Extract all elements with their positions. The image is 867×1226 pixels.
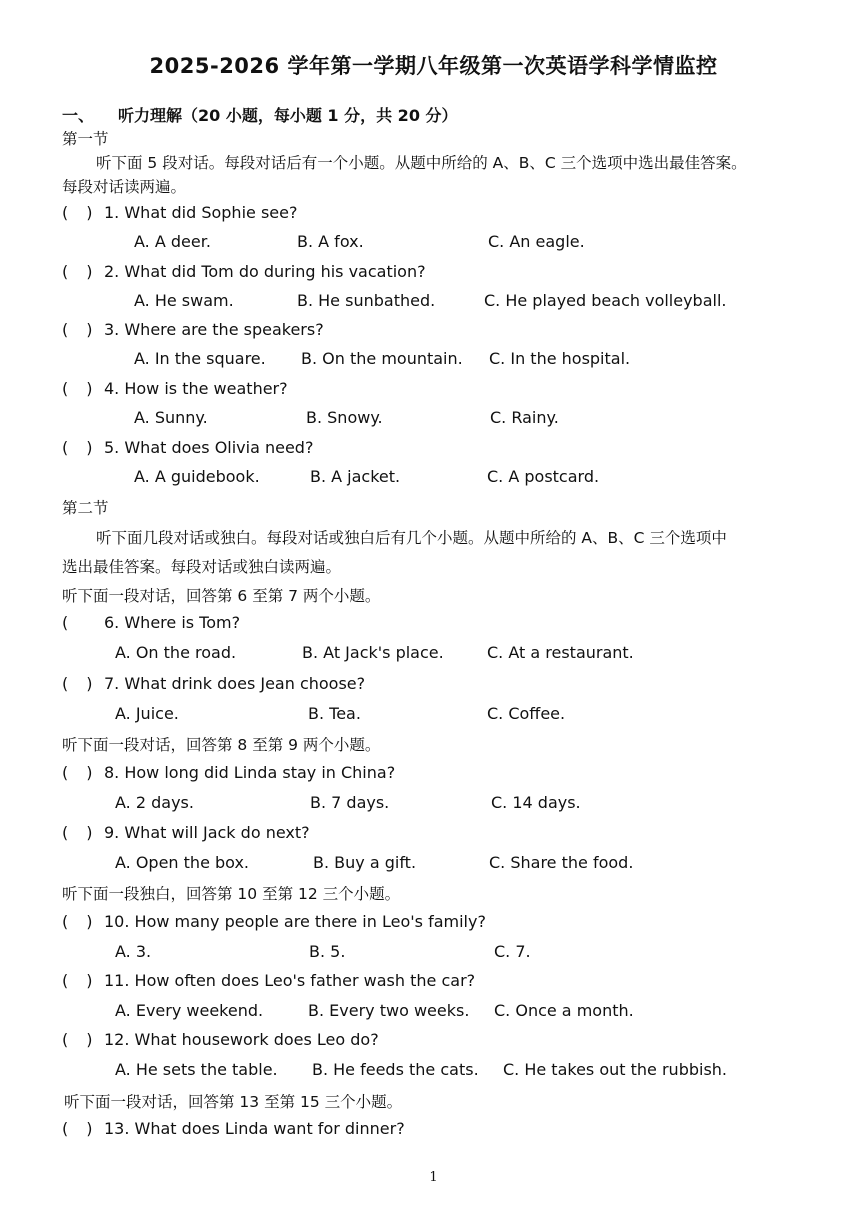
option-b: B. Snowy. — [306, 408, 383, 427]
question-stem: ( ) 4. How is the weather? — [62, 379, 288, 398]
option-a: A. 2 days. — [115, 793, 194, 812]
group-note: 听下面一段独白，回答第 10 至第 12 三个小题。 — [62, 885, 401, 903]
option-b: B. He sunbathed. — [297, 291, 436, 310]
option-c: C. He played beach volleyball. — [484, 291, 727, 310]
option-a: A. In the square. — [134, 349, 266, 368]
option-a: A. Open the box. — [115, 853, 250, 872]
answer-blank[interactable]: ( ) — [62, 763, 93, 782]
option-b: B. At Jack's place. — [302, 643, 444, 662]
option-c: C. He takes out the rubbish. — [503, 1060, 728, 1079]
part-instruction: 听下面 5 段对话。每段对话后有一个小题。从题中所给的 A、B、C 三个选项中选出最佳答案。 — [96, 154, 747, 172]
option-a: A. He sets the table. — [115, 1060, 278, 1079]
answer-blank[interactable]: ( — [62, 613, 69, 632]
section-title: 听力理解（20 小题，每小题 1 分，共 20 分） — [118, 106, 458, 125]
answer-blank[interactable]: ( ) — [62, 438, 93, 457]
option-b: B. Every two weeks. — [308, 1001, 470, 1020]
option-b: B. A jacket. — [310, 467, 401, 486]
question-stem: ( ) 13. What does Linda want for dinner? — [62, 1119, 405, 1138]
group-note: 听下面一段对话，回答第 6 至第 7 两个小题。 — [62, 587, 381, 605]
option-c: C. A postcard. — [487, 467, 600, 486]
question-stem: ( 6. Where is Tom? — [62, 613, 241, 632]
option-a: A. Sunny. — [134, 408, 208, 427]
answer-blank[interactable]: ( ) — [62, 912, 93, 931]
group-note: 听下面一段对话，回答第 13 至第 15 三个小题。 — [64, 1093, 403, 1111]
option-c: C. Share the food. — [489, 853, 634, 872]
option-a: A. 3. — [115, 942, 152, 961]
answer-blank[interactable]: ( ) — [62, 823, 93, 842]
part-label: 第二节 — [62, 499, 109, 517]
group-note: 听下面一段对话，回答第 8 至第 9 两个小题。 — [62, 736, 381, 754]
question-stem: ( ) 10. How many people are there in Leo's family? — [62, 912, 486, 931]
option-c: C. Coffee. — [487, 704, 566, 723]
option-a: A. He swam. — [134, 291, 234, 310]
question-stem: ( ) 5. What does Olivia need? — [62, 438, 314, 457]
answer-blank[interactable]: ( ) — [62, 203, 93, 222]
option-b: B. Tea. — [308, 704, 361, 723]
option-c: C. In the hospital. — [489, 349, 631, 368]
question-stem: ( ) 11. How often does Leo's father wash the car? — [62, 971, 476, 990]
option-c: C. 14 days. — [491, 793, 581, 812]
question-stem: ( ) 9. What will Jack do next? — [62, 823, 310, 842]
option-b: B. Buy a gift. — [313, 853, 417, 872]
answer-blank[interactable]: ( ) — [62, 674, 93, 693]
part-instruction: 选出最佳答案。每段对话或独白读两遍。 — [62, 558, 342, 576]
part-instruction: 听下面几段对话或独白。每段对话或独白后有几个小题。从题中所给的 A、B、C 三个选项中 — [96, 529, 727, 547]
option-c: C. At a restaurant. — [487, 643, 634, 662]
question-stem: ( ) 2. What did Tom do during his vacation? — [62, 262, 426, 281]
option-b: B. 7 days. — [310, 793, 390, 812]
answer-blank[interactable]: ( ) — [62, 971, 93, 990]
answer-blank[interactable]: ( ) — [62, 1119, 93, 1138]
option-b: B. He feeds the cats. — [312, 1060, 479, 1079]
question-stem: ( ) 8. How long did Linda stay in China? — [62, 763, 396, 782]
answer-blank[interactable]: ( ) — [62, 262, 93, 281]
answer-blank[interactable]: ( ) — [62, 379, 93, 398]
option-c: C. 7. — [494, 942, 531, 961]
page-number: 1 — [429, 1170, 438, 1185]
question-stem: ( ) 7. What drink does Jean choose? — [62, 674, 366, 693]
part-label: 第一节 — [62, 130, 109, 148]
question-stem: ( ) 3. Where are the speakers? — [62, 320, 324, 339]
option-b: B. A fox. — [297, 232, 364, 251]
question-stem: ( ) 1. What did Sophie see? — [62, 203, 298, 222]
answer-blank[interactable]: ( ) — [62, 1030, 93, 1049]
section-number: 一、 — [62, 106, 95, 125]
option-a: A. A deer. — [134, 232, 211, 251]
section-heading — [62, 103, 458, 126]
option-a: A. Every weekend. — [115, 1001, 264, 1020]
answer-blank[interactable]: ( ) — [62, 320, 93, 339]
option-a: A. A guidebook. — [134, 467, 260, 486]
option-c: C. Once a month. — [494, 1001, 634, 1020]
page-title: 2025-2026 学年第一学期八年级第一次英语学科学情监控 — [149, 54, 718, 78]
option-a: A. On the road. — [115, 643, 237, 662]
option-b: B. On the mountain. — [301, 349, 463, 368]
question-stem: ( ) 12. What housework does Leo do? — [62, 1030, 379, 1049]
part-instruction: 每段对话读两遍。 — [62, 178, 187, 196]
option-c: C. Rainy. — [490, 408, 559, 427]
option-c: C. An eagle. — [488, 232, 585, 251]
option-a: A. Juice. — [115, 704, 179, 723]
option-b: B. 5. — [309, 942, 346, 961]
